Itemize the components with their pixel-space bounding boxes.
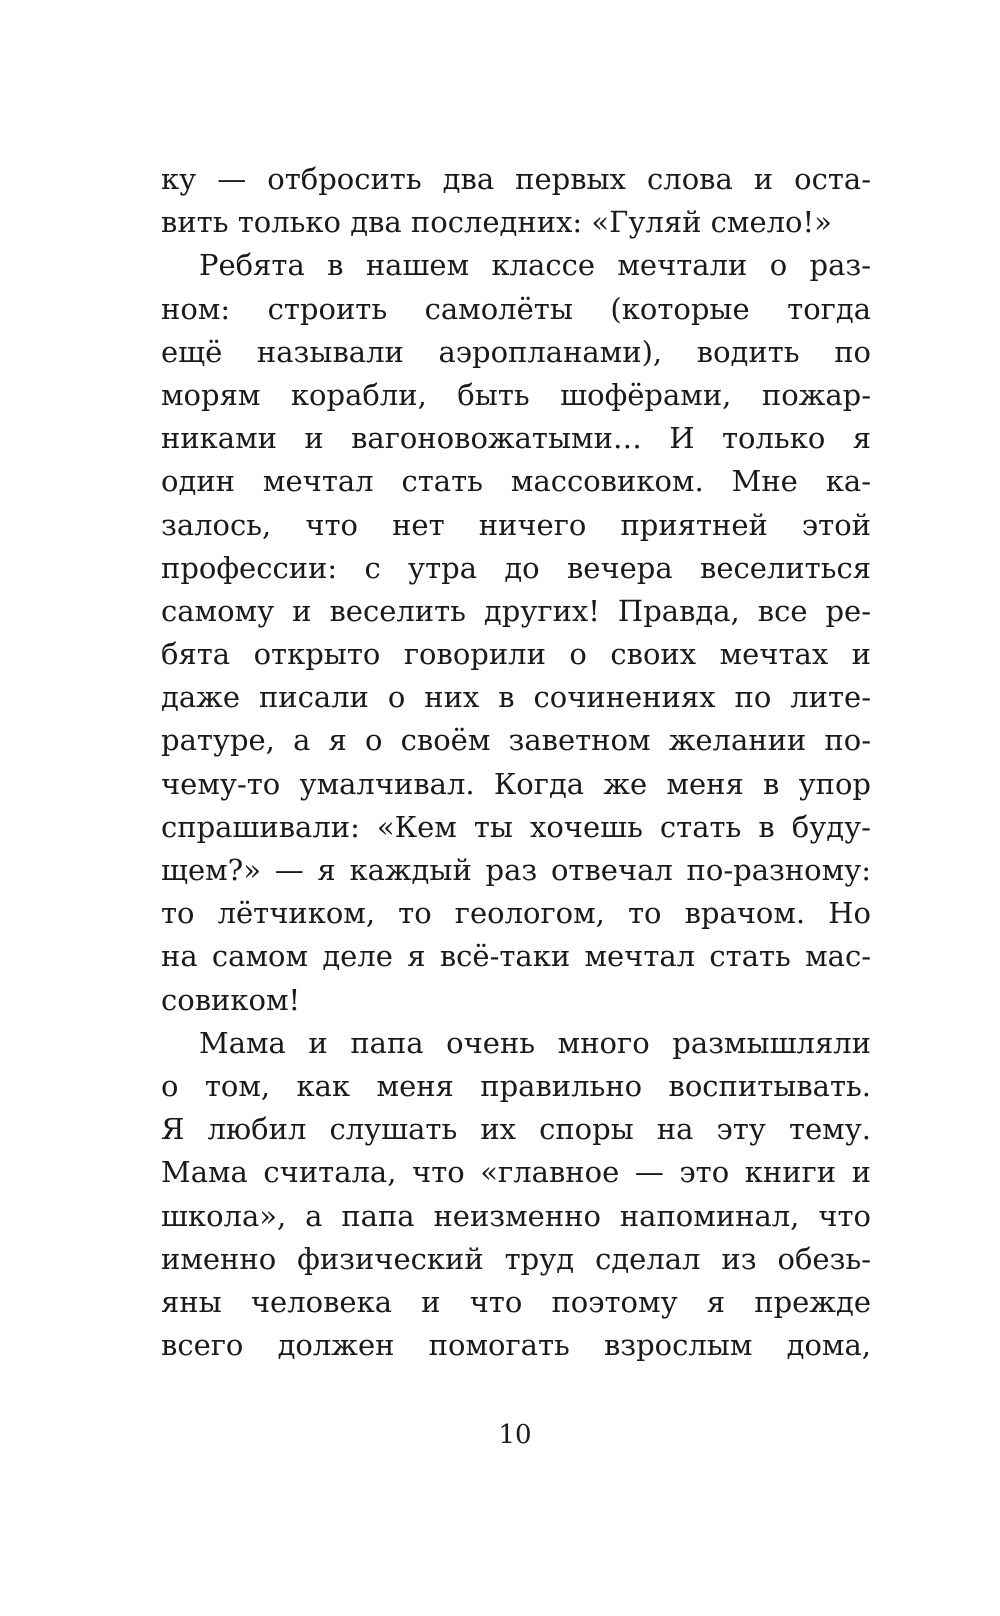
text-line: ещё называли аэропланами), водить по [161,334,871,369]
text-line: Мама считала, что «главное — это книги и [161,1155,871,1190]
text-line: ном: строить самолёты (которые тогда [161,291,871,326]
text-line: Ребята в нашем классе мечтали о раз- [199,248,871,283]
text-line: никами и вагоновожатыми… И только я [161,421,871,456]
text-line: ратуре, а я о своём заветном желании по- [161,723,871,758]
text-line: Мама и папа очень много размышляли [199,1025,871,1060]
text-line: на самом деле я всё-таки мечтал стать мас- [161,939,871,974]
page-number: 10 [498,1420,532,1450]
text-line: морям корабли, быть шофёрами, пожар- [161,377,871,412]
text-line: залось, что нет ничего приятней этой [161,507,871,542]
text-line: вить только два последних: «Гуляй смело!» [161,205,832,240]
text-line: ку — отбросить два первых слова и оста- [161,162,871,196]
text-line: профессии: с утра до вечера веселиться [161,550,871,585]
text-line: самому и веселить других! Правда, все ре- [161,593,871,628]
text-line: яны человека и что поэтому я прежде [161,1284,871,1319]
body-text [161,158,871,1367]
text-line: именно физический труд сделал из обезь- [161,1241,871,1276]
text-line: чему-то умалчивал. Когда же меня в упор [161,766,871,801]
text-line: совиком! [161,982,301,1017]
text-line: бята открыто говорили о своих мечтах и [161,637,871,672]
text-line: школа», а папа неизменно напоминал, что [161,1198,871,1233]
text-line: всего должен помогать взрослым дома, [161,1328,871,1363]
text-line: спрашивали: «Кем ты хочешь стать в буду- [161,809,871,844]
text-line: Я любил слушать их споры на эту тему. [161,1112,871,1147]
text-line: щем?» — я каждый раз отвечал по-разному: [161,853,871,887]
text-line: то лётчиком, то геологом, то врачом. Но [161,896,871,931]
text-line: о том, как меня правильно воспитывать. [161,1068,871,1103]
text-line: даже писали о них в сочинениях по лите- [161,680,871,715]
text-line: один мечтал стать массовиком. Мне ка- [161,464,871,499]
